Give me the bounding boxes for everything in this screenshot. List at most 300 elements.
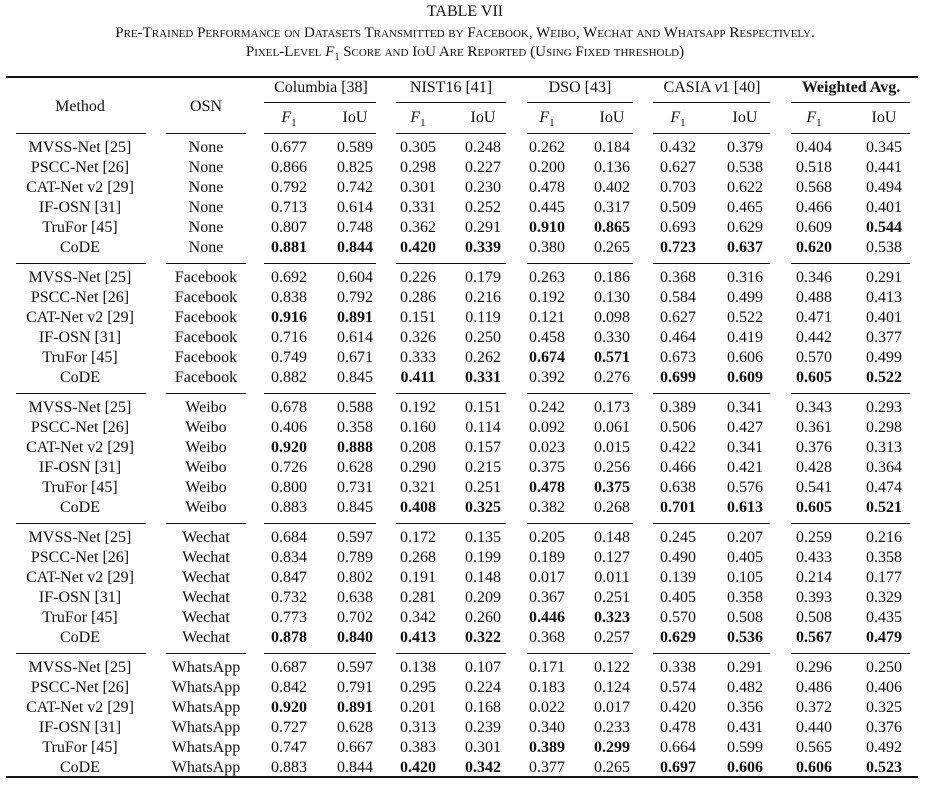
iou-value: 0.522	[866, 369, 902, 386]
f1-value: 0.727	[271, 719, 307, 736]
iou-value: 0.748	[337, 219, 373, 236]
iou-value: 0.011	[594, 569, 630, 586]
f1-value: 0.834	[271, 549, 307, 566]
f1-value: 0.627	[660, 309, 696, 326]
group-separator	[527, 263, 633, 264]
f1-value: 0.605	[796, 499, 832, 516]
iou-value: 0.499	[727, 289, 763, 306]
group-separator	[264, 523, 376, 524]
f1-value: 0.466	[660, 459, 696, 476]
iou-value: 0.251	[465, 479, 501, 496]
f1-value: 0.376	[796, 439, 832, 456]
f1-value: 0.420	[400, 759, 436, 776]
f1-value: 0.268	[400, 549, 436, 566]
iou-value: 0.637	[727, 239, 763, 256]
f1-value: 0.245	[660, 529, 696, 546]
iou-value: 0.341	[727, 439, 763, 456]
f1-value: 0.638	[660, 479, 696, 496]
iou-value: 0.376	[866, 719, 902, 736]
f1-value: 0.518	[796, 159, 832, 176]
f1-value: 0.466	[796, 199, 832, 216]
iou-value: 0.702	[337, 609, 373, 626]
iou-value: 0.364	[866, 459, 902, 476]
f1-value: 0.331	[400, 199, 436, 216]
osn-cell: Wechat	[182, 629, 230, 646]
f1-value: 0.263	[529, 269, 565, 286]
f1-value: 0.139	[660, 569, 696, 586]
method-cell: CAT-Net v2 [29]	[26, 569, 134, 586]
f1-value: 0.606	[796, 759, 832, 776]
group-separator	[653, 523, 770, 524]
f1-value: 0.687	[271, 659, 307, 676]
f1-value: 0.697	[660, 759, 696, 776]
iou-value: 0.298	[866, 419, 902, 436]
group-separator	[396, 133, 506, 134]
iou-value: 0.538	[727, 159, 763, 176]
method-cell: TruFor [45]	[42, 479, 118, 496]
iou-value: 0.613	[727, 499, 763, 516]
group-separator	[396, 263, 506, 264]
iou-value: 0.614	[337, 199, 373, 216]
iou-value: 0.377	[866, 329, 902, 346]
osn-cell: Wechat	[182, 609, 230, 626]
iou-value: 0.606	[727, 759, 763, 776]
f1-value: 0.692	[271, 269, 307, 286]
iou-value: 0.265	[594, 239, 630, 256]
iou-value: 0.233	[594, 719, 630, 736]
group-separator	[264, 263, 376, 264]
method-cell: MVSS-Net [25]	[28, 269, 132, 286]
iou-value: 0.230	[465, 179, 501, 196]
f1-value: 0.406	[271, 419, 307, 436]
f1-value: 0.541	[796, 479, 832, 496]
osn-cell: None	[188, 159, 224, 176]
osn-cell: None	[188, 219, 224, 236]
group-separator	[16, 133, 146, 134]
iou-value: 0.405	[727, 549, 763, 566]
iou-value: 0.209	[465, 589, 501, 606]
iou-value: 0.358	[337, 419, 373, 436]
f1-value: 0.749	[271, 349, 307, 366]
f1-value: 0.340	[529, 719, 565, 736]
f1-value: 0.842	[271, 679, 307, 696]
group-separator	[791, 523, 910, 524]
f1-value: 0.568	[796, 179, 832, 196]
f1-value: 0.910	[529, 219, 565, 236]
f1-value: 0.205	[529, 529, 565, 546]
header-metric-iou: IoU	[599, 109, 625, 126]
method-cell: PSCC-Net [26]	[30, 549, 130, 566]
f1-value: 0.432	[660, 139, 696, 156]
iou-value: 0.604	[337, 269, 373, 286]
f1-value: 0.420	[400, 239, 436, 256]
f1-value: 0.866	[271, 159, 307, 176]
f1-value: 0.920	[271, 439, 307, 456]
bottom-rule	[6, 776, 918, 778]
f1-value: 0.570	[796, 349, 832, 366]
iou-value: 0.216	[465, 289, 501, 306]
iou-value: 0.413	[866, 289, 902, 306]
iou-value: 0.098	[594, 309, 630, 326]
iou-value: 0.186	[594, 269, 630, 286]
f1-value: 0.446	[529, 609, 565, 626]
group-separator	[166, 523, 246, 524]
f1-value: 0.321	[400, 479, 436, 496]
iou-value: 0.323	[594, 609, 630, 626]
iou-value: 0.291	[727, 659, 763, 676]
f1-value: 0.375	[529, 459, 565, 476]
f1-value: 0.458	[529, 329, 565, 346]
f1-value: 0.883	[271, 499, 307, 516]
f1-value: 0.567	[796, 629, 832, 646]
iou-value: 0.358	[866, 549, 902, 566]
f1-value: 0.171	[529, 659, 565, 676]
group-separator	[653, 263, 770, 264]
caption-line-2: Pixel-Level $F_1$ Score and IoU Are Reported (Using Fixed threshold)	[245, 44, 685, 63]
f1-value: 0.442	[796, 329, 832, 346]
f1-value: 0.847	[271, 569, 307, 586]
f1-value: 0.017	[529, 569, 565, 586]
f1-value: 0.620	[796, 239, 832, 256]
iou-value: 0.406	[866, 679, 902, 696]
f1-value: 0.192	[400, 399, 436, 416]
iou-value: 0.227	[465, 159, 501, 176]
f1-value: 0.189	[529, 549, 565, 566]
iou-value: 0.419	[727, 329, 763, 346]
f1-value: 0.882	[271, 369, 307, 386]
f1-value: 0.338	[660, 659, 696, 676]
group-separator	[166, 393, 246, 394]
iou-value: 0.250	[866, 659, 902, 676]
iou-value: 0.301	[465, 739, 501, 756]
f1-value: 0.301	[400, 179, 436, 196]
iou-value: 0.522	[727, 309, 763, 326]
f1-value: 0.422	[660, 439, 696, 456]
iou-value: 0.017	[594, 699, 630, 716]
f1-value: 0.471	[796, 309, 832, 326]
method-cell: CoDE	[60, 759, 100, 776]
header-dataset: Weighted Avg.	[801, 79, 901, 96]
osn-cell: Wechat	[182, 549, 230, 566]
f1-value: 0.191	[400, 569, 436, 586]
iou-value: 0.791	[337, 679, 373, 696]
f1-value: 0.192	[529, 289, 565, 306]
osn-cell: None	[188, 199, 224, 216]
iou-value: 0.251	[594, 589, 630, 606]
iou-value: 0.845	[337, 499, 373, 516]
f1-value: 0.172	[400, 529, 436, 546]
iou-value: 0.151	[465, 399, 501, 416]
method-cell: IF-OSN [31]	[38, 199, 122, 216]
iou-value: 0.825	[337, 159, 373, 176]
iou-value: 0.330	[594, 329, 630, 346]
f1-value: 0.023	[529, 439, 565, 456]
iou-value: 0.316	[727, 269, 763, 286]
method-cell: PSCC-Net [26]	[30, 419, 130, 436]
f1-value: 0.405	[660, 589, 696, 606]
iou-value: 0.544	[866, 219, 902, 236]
f1-value: 0.420	[660, 699, 696, 716]
iou-value: 0.629	[727, 219, 763, 236]
header-osn: OSN	[189, 98, 222, 115]
group-separator	[791, 133, 910, 134]
iou-value: 0.622	[727, 179, 763, 196]
f1-value: 0.333	[400, 349, 436, 366]
f1-value: 0.367	[529, 589, 565, 606]
f1-value: 0.368	[660, 269, 696, 286]
f1-value: 0.773	[271, 609, 307, 626]
iou-value: 0.114	[465, 419, 501, 436]
iou-value: 0.358	[727, 589, 763, 606]
group-separator	[396, 523, 506, 524]
f1-value: 0.286	[400, 289, 436, 306]
iou-value: 0.184	[594, 139, 630, 156]
header-dataset: CASIA v1 [40]	[663, 79, 761, 96]
f1-value: 0.408	[400, 499, 436, 516]
iou-value: 0.313	[866, 439, 902, 456]
iou-value: 0.628	[337, 459, 373, 476]
iou-value: 0.667	[337, 739, 373, 756]
iou-value: 0.402	[594, 179, 630, 196]
iou-value: 0.597	[337, 529, 373, 546]
iou-value: 0.329	[866, 589, 902, 606]
header-dataset: DSO [43]	[548, 79, 612, 96]
method-cell: IF-OSN [31]	[38, 459, 122, 476]
iou-value: 0.614	[337, 329, 373, 346]
header-metric-iou: IoU	[470, 109, 496, 126]
f1-value: 0.342	[400, 609, 436, 626]
group-separator	[653, 133, 770, 134]
header-dataset-underline	[653, 102, 770, 103]
method-cell: TruFor [45]	[42, 349, 118, 366]
osn-cell: Facebook	[174, 349, 238, 366]
osn-cell: Weibo	[185, 459, 227, 476]
f1-value: 0.392	[529, 369, 565, 386]
iou-value: 0.268	[594, 499, 630, 516]
iou-value: 0.291	[465, 219, 501, 236]
f1-value: 0.022	[529, 699, 565, 716]
f1-value: 0.713	[271, 199, 307, 216]
f1-value: 0.362	[400, 219, 436, 236]
iou-value: 0.177	[866, 569, 902, 586]
f1-value: 0.920	[271, 699, 307, 716]
method-cell: CoDE	[60, 499, 100, 516]
iou-value: 0.345	[866, 139, 902, 156]
f1-value: 0.092	[529, 419, 565, 436]
group-separator	[791, 653, 910, 654]
f1-value: 0.313	[400, 719, 436, 736]
iou-value: 0.322	[465, 629, 501, 646]
header-metric-f1: $F_1$	[539, 109, 555, 130]
iou-value: 0.262	[465, 349, 501, 366]
header-dataset: NIST16 [41]	[409, 79, 493, 96]
f1-value: 0.411	[400, 369, 436, 386]
f1-value: 0.160	[400, 419, 436, 436]
iou-value: 0.341	[727, 399, 763, 416]
f1-value: 0.916	[271, 309, 307, 326]
f1-value: 0.747	[271, 739, 307, 756]
iou-value: 0.257	[594, 629, 630, 646]
header-dataset-underline	[791, 102, 910, 103]
header-dataset-underline	[396, 102, 506, 103]
iou-value: 0.207	[727, 529, 763, 546]
iou-value: 0.148	[594, 529, 630, 546]
f1-value: 0.183	[529, 679, 565, 696]
method-cell: TruFor [45]	[42, 609, 118, 626]
header-metric-f1: $F_1$	[806, 109, 822, 130]
iou-value: 0.157	[465, 439, 501, 456]
iou-value: 0.127	[594, 549, 630, 566]
f1-value: 0.609	[796, 219, 832, 236]
group-separator	[16, 523, 146, 524]
f1-value: 0.703	[660, 179, 696, 196]
iou-value: 0.248	[465, 139, 501, 156]
f1-value: 0.478	[529, 479, 565, 496]
f1-value: 0.262	[529, 139, 565, 156]
f1-value: 0.259	[796, 529, 832, 546]
iou-value: 0.339	[465, 239, 501, 256]
iou-value: 0.482	[727, 679, 763, 696]
f1-value: 0.393	[796, 589, 832, 606]
iou-value: 0.168	[465, 699, 501, 716]
caption-line-1: Pre-Trained Performance on Datasets Transmitted by Facebook, Weibo, Wechat and Whatsapp Respectively.	[115, 25, 815, 41]
f1-value: 0.377	[529, 759, 565, 776]
iou-value: 0.239	[465, 719, 501, 736]
osn-cell: Wechat	[182, 529, 230, 546]
f1-value: 0.878	[271, 629, 307, 646]
f1-value: 0.506	[660, 419, 696, 436]
f1-value: 0.290	[400, 459, 436, 476]
iou-value: 0.325	[866, 699, 902, 716]
osn-cell: Weibo	[185, 439, 227, 456]
f1-value: 0.800	[271, 479, 307, 496]
method-cell: MVSS-Net [25]	[28, 529, 132, 546]
f1-value: 0.584	[660, 289, 696, 306]
osn-cell: None	[188, 179, 224, 196]
group-separator	[264, 393, 376, 394]
f1-value: 0.478	[660, 719, 696, 736]
group-separator	[396, 653, 506, 654]
header-metric-iou: IoU	[871, 109, 897, 126]
f1-value: 0.242	[529, 399, 565, 416]
iou-value: 0.061	[594, 419, 630, 436]
iou-value: 0.250	[465, 329, 501, 346]
iou-value: 0.492	[866, 739, 902, 756]
header-metric-f1: $F_1$	[670, 109, 686, 130]
f1-value: 0.464	[660, 329, 696, 346]
iou-value: 0.891	[337, 309, 373, 326]
iou-value: 0.325	[465, 499, 501, 516]
group-separator	[527, 653, 633, 654]
iou-value: 0.792	[337, 289, 373, 306]
method-cell: PSCC-Net [26]	[30, 679, 130, 696]
f1-value: 0.433	[796, 549, 832, 566]
iou-value: 0.265	[594, 759, 630, 776]
f1-value: 0.881	[271, 239, 307, 256]
iou-value: 0.105	[727, 569, 763, 586]
osn-cell: WhatsApp	[171, 659, 241, 676]
f1-value: 0.445	[529, 199, 565, 216]
f1-value: 0.298	[400, 159, 436, 176]
f1-value: 0.346	[796, 269, 832, 286]
iou-value: 0.431	[727, 719, 763, 736]
f1-value: 0.693	[660, 219, 696, 236]
method-cell: IF-OSN [31]	[38, 719, 122, 736]
f1-value: 0.732	[271, 589, 307, 606]
group-separator	[527, 523, 633, 524]
iou-value: 0.538	[866, 239, 902, 256]
f1-value: 0.565	[796, 739, 832, 756]
method-cell: CAT-Net v2 [29]	[26, 439, 134, 456]
iou-value: 0.742	[337, 179, 373, 196]
header-dataset-underline	[527, 102, 633, 103]
iou-value: 0.199	[465, 549, 501, 566]
iou-value: 0.342	[465, 759, 501, 776]
iou-value: 0.479	[866, 629, 902, 646]
iou-value: 0.865	[594, 219, 630, 236]
osn-cell: Facebook	[174, 369, 238, 386]
method-cell: CAT-Net v2 [29]	[26, 179, 134, 196]
f1-value: 0.214	[796, 569, 832, 586]
iou-value: 0.845	[337, 369, 373, 386]
group-separator	[16, 263, 146, 264]
method-cell: IF-OSN [31]	[38, 329, 122, 346]
iou-value: 0.844	[337, 239, 373, 256]
osn-cell: Weibo	[185, 499, 227, 516]
f1-value: 0.673	[660, 349, 696, 366]
method-cell: PSCC-Net [26]	[30, 159, 130, 176]
f1-value: 0.380	[529, 239, 565, 256]
f1-value: 0.413	[400, 629, 436, 646]
f1-value: 0.343	[796, 399, 832, 416]
group-separator	[527, 133, 633, 134]
iou-value: 0.499	[866, 349, 902, 366]
iou-value: 0.291	[866, 269, 902, 286]
method-cell: PSCC-Net [26]	[30, 289, 130, 306]
method-cell: CAT-Net v2 [29]	[26, 309, 134, 326]
iou-value: 0.571	[594, 349, 630, 366]
f1-value: 0.677	[271, 139, 307, 156]
osn-cell: WhatsApp	[171, 699, 241, 716]
iou-value: 0.107	[465, 659, 501, 676]
group-separator	[527, 393, 633, 394]
header-metric-f1: $F_1$	[410, 109, 426, 130]
method-cell: MVSS-Net [25]	[28, 659, 132, 676]
osn-cell: Wechat	[182, 569, 230, 586]
iou-value: 0.606	[727, 349, 763, 366]
f1-value: 0.629	[660, 629, 696, 646]
group-separator	[653, 393, 770, 394]
iou-value: 0.844	[337, 759, 373, 776]
osn-cell: Weibo	[185, 419, 227, 436]
iou-value: 0.015	[594, 439, 630, 456]
f1-value: 0.488	[796, 289, 832, 306]
iou-value: 0.494	[866, 179, 902, 196]
f1-value: 0.200	[529, 159, 565, 176]
group-separator	[16, 653, 146, 654]
iou-value: 0.299	[594, 739, 630, 756]
f1-value: 0.627	[660, 159, 696, 176]
f1-value: 0.716	[271, 329, 307, 346]
iou-value: 0.130	[594, 289, 630, 306]
iou-value: 0.789	[337, 549, 373, 566]
iou-value: 0.256	[594, 459, 630, 476]
f1-value: 0.574	[660, 679, 696, 696]
iou-value: 0.508	[727, 609, 763, 626]
f1-value: 0.226	[400, 269, 436, 286]
group-separator	[166, 263, 246, 264]
f1-value: 0.674	[529, 349, 565, 366]
